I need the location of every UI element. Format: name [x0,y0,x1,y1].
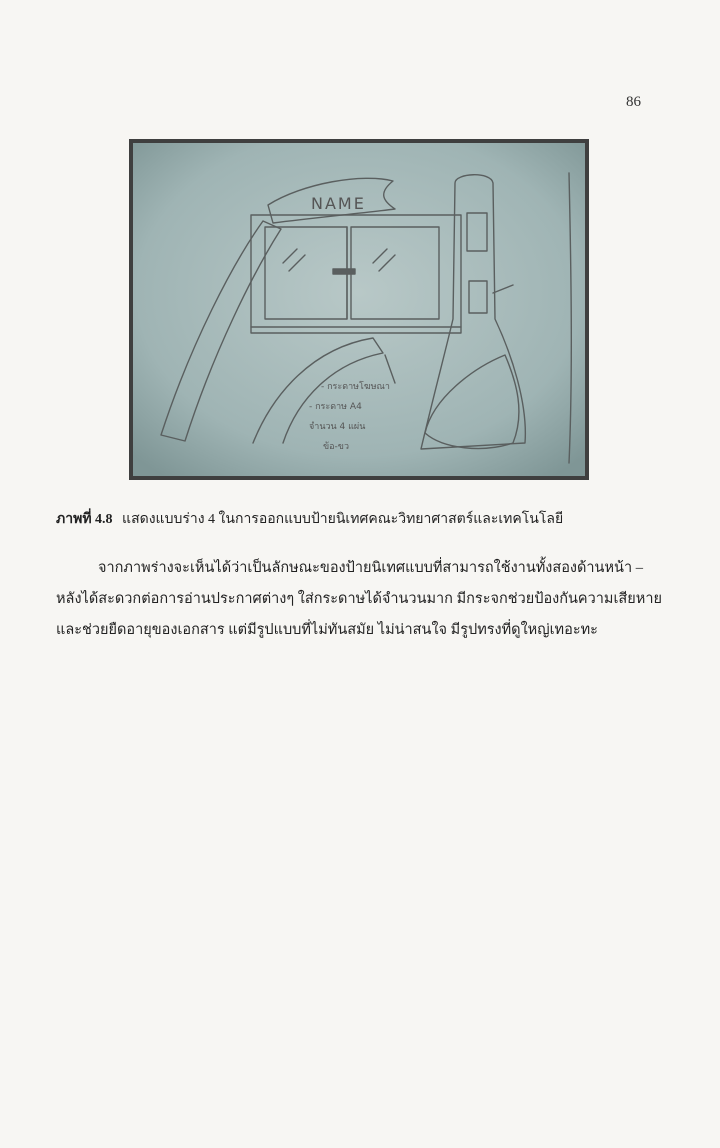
sketch-note-line: ข้อ-ขว [323,442,350,452]
figure-caption-text: แสดงแบบร่าง 4 ในการออกแบบป้ายนิเทศคณะวิทยาศาสตร์และเทคโนโลยี [122,512,564,527]
figure-label: ภาพที่ [56,512,92,527]
page-number: 86 [626,94,641,110]
paragraph-line: หลังได้สะดวกต่อการอ่านประกาศต่างๆ ใส่กระดาษได้จำนวนมาก มีกระจกช่วยป้องกันความเสียหาย [56,591,662,607]
sketch-note-line: - กระดาษโฆษณา [321,382,390,392]
sketch-name-text: NAME [311,194,366,213]
sketch-note-line: จำนวน 4 แผ่น [309,422,366,432]
figure-number: 4.8 [95,512,113,527]
paragraph-line: และช่วยยืดอายุของเอกสาร แต่มีรูปแบบที่ไม่ทันสมัย ไม่น่าสนใจ มีรูปทรงที่ดูใหญ่เทอะทะ [56,622,598,638]
figure-caption [56,508,676,530]
sketch-photo [129,139,589,480]
paragraph-line: จากภาพร่างจะเห็นได้ว่าเป็นลักษณะของป้ายนิเทศแบบที่สามารถใช้งานทั้งสองด้านหน้า – [98,560,643,576]
sketch-note-line: - กระดาษ A4 [309,402,362,412]
body-paragraph [56,553,672,646]
bulletin-board-sketch [133,143,585,476]
